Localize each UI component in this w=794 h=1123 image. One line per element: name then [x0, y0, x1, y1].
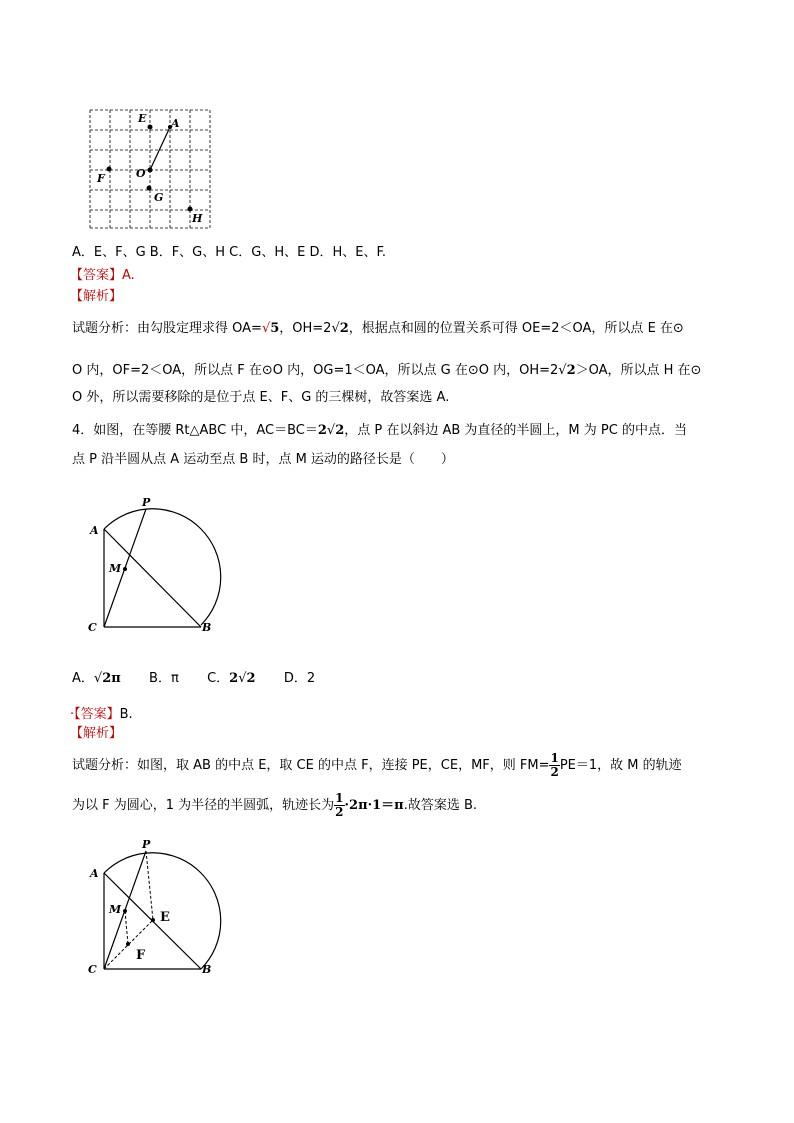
label-f: F: [97, 172, 105, 185]
label-g: G: [154, 191, 164, 204]
q4-figure-2: [84, 836, 224, 978]
radicand: 2: [246, 671, 256, 686]
label-o: O: [136, 167, 146, 180]
point-e: [148, 125, 153, 130]
label-p: P: [142, 496, 151, 509]
q4-analysis-line1: [72, 752, 682, 779]
point-g: [147, 186, 152, 191]
denominator: 2: [550, 765, 559, 779]
label-a: A: [90, 867, 99, 880]
text-segment: ＞OA，所以点 H 在⊙: [575, 363, 702, 378]
text-segment: 试题分析：如图，取 AB 的中点 E，取 CE 的中点 F，连接 PE，CE，MF，则 FM=: [72, 758, 550, 773]
option-a: A．√2π: [72, 671, 121, 686]
segment-oa: [150, 127, 170, 170]
label-e: E: [138, 112, 147, 125]
q3-analysis-line3: O 外，所以需要移除的是位于点 E、F、G 的三棵树，故答案选 A.: [72, 390, 450, 405]
label-b: B: [202, 621, 212, 634]
coefficient: 2: [229, 671, 239, 686]
option-b: B．π: [149, 671, 179, 686]
label-a: A: [171, 117, 180, 130]
label-m: M: [109, 903, 122, 916]
q4-analysis-tag: 【解析】: [70, 726, 123, 741]
option-label: C．: [207, 671, 230, 686]
option-d: D．2: [283, 671, 316, 686]
text-segment: 4．如图，在等腰 Rt△ABC 中，AC＝BC＝: [72, 423, 318, 438]
text-segment: O 内，OF=2＜OA，所以点 F 在⊙O 内，OG=1＜OA，所以点 G 在⊙O 内，OH=2: [72, 363, 559, 378]
answer-value: B.: [119, 707, 133, 722]
segment-ab: [104, 529, 201, 627]
q4-options: [72, 671, 315, 687]
pi: π: [111, 671, 121, 686]
label-c: C: [88, 963, 97, 976]
answer-value: A.: [122, 268, 135, 283]
text-segment: ，根据点和圆的位置关系可得 OE=2＜OA，所以点 E 在⊙: [348, 321, 684, 336]
segment-mf: [125, 911, 128, 944]
q4-answer: [70, 703, 133, 722]
q3-options: A．E、F、G B．F、G、H C．G、H、E D．H、E、F.: [72, 245, 386, 260]
q4-question-line1: 4．如图，在等腰 Rt△ABC 中，AC＝BC＝2√2，点 P 在以斜边 AB 为直径的半圆上，M 为 PC 的中点．当: [72, 423, 687, 438]
text-segment: ，OH=2: [279, 321, 332, 336]
numerator: 1: [335, 791, 344, 805]
q3-analysis-tag: 【解析】: [70, 289, 123, 304]
text-segment: 为以 F 为圆心，1 为半径的半圆弧，轨迹长为: [72, 798, 335, 813]
radicand: 2: [339, 321, 349, 336]
label-b: B: [202, 963, 212, 976]
option-c: C．2√2: [207, 671, 256, 686]
text-segment: 试题分析：由勾股定理求得 OA=: [72, 321, 262, 336]
label-f: F: [136, 948, 146, 963]
q3-answer: [70, 264, 135, 283]
point-m: [123, 909, 127, 913]
option-label: A．: [72, 671, 94, 686]
label-c: C: [88, 621, 97, 634]
label-m: M: [109, 562, 122, 575]
grid-figure: [88, 108, 214, 230]
label-p: P: [142, 838, 151, 851]
q4-figure-1: [84, 492, 224, 634]
denominator: 2: [335, 805, 344, 819]
radicand: 5: [270, 321, 280, 336]
text-segment: PE＝1，故 M 的轨迹: [559, 758, 682, 773]
label-h: H: [192, 212, 203, 225]
point-h: [188, 207, 193, 212]
fraction: [549, 752, 559, 779]
point-e: [151, 918, 155, 922]
point-m: [123, 567, 127, 571]
point-f: [107, 167, 112, 172]
expression: ·2π·1＝π: [344, 798, 404, 813]
fraction: [334, 792, 344, 819]
q4-question-line2: 点 P 沿半圆从点 A 运动至点 B 时，点 M 运动的路径长是（ ）: [72, 452, 454, 467]
segment-pe: [146, 851, 153, 920]
label-a: A: [90, 524, 99, 537]
point-o: [148, 168, 153, 173]
radicand: 2: [566, 363, 576, 378]
semicircle-arc: [104, 509, 221, 625]
radicand: 2: [102, 671, 112, 686]
radicand: 2: [335, 423, 345, 438]
q4-analysis-line2: [72, 792, 477, 819]
q3-analysis-line2: O 内，OF=2＜OA，所以点 F 在⊙O 内，OG=1＜OA，所以点 G 在⊙O 内，OH=2√2＞OA，所以点 H 在⊙: [72, 363, 702, 378]
answer-tag: ·【答案】: [70, 707, 120, 722]
text-segment: ，点 P 在以斜边 AB 为直径的半圆上，M 为 PC 的中点．当: [344, 423, 687, 438]
label-e: E: [160, 910, 170, 925]
coefficient: 2: [317, 423, 327, 438]
numerator: 1: [550, 751, 559, 765]
point-f: [126, 942, 130, 946]
text-segment: .故答案选 B.: [403, 798, 478, 813]
q3-analysis-line1: 试题分析：由勾股定理求得 OA=√5，OH=2√2，根据点和圆的位置关系可得 OE=2＜OA，所以点 E 在⊙: [72, 321, 684, 336]
answer-tag: 【答案】: [70, 268, 123, 283]
